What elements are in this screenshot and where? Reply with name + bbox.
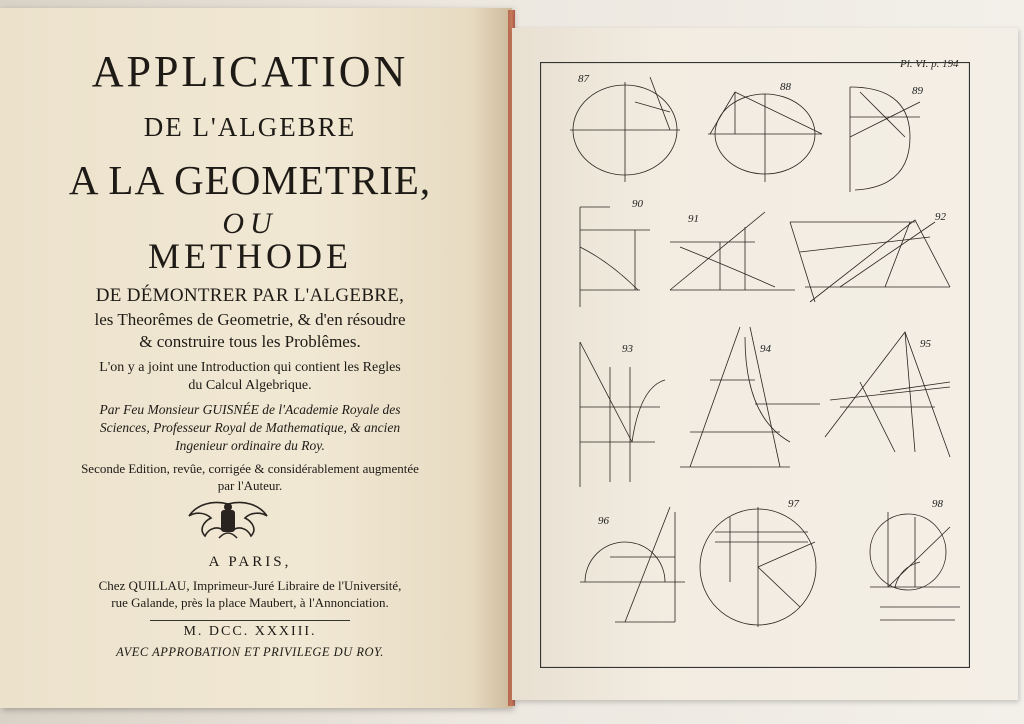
- figure-88: [708, 92, 822, 182]
- plate-header: Pl. VI. p. 194: [900, 58, 959, 70]
- publisher-line-2: rue Galande, près la place Maubert, à l'Annonciation.: [111, 595, 389, 610]
- subtitle-line-2: DE L'ALGEBRE: [143, 112, 357, 142]
- figure-number: 95: [920, 338, 931, 350]
- year: M. DCC. XXXIII.: [183, 624, 317, 639]
- intro-line-1: L'on y a joint une Introduction qui contient les Regles: [99, 360, 401, 375]
- figure-89: [850, 87, 920, 192]
- subtitle-line-6: DE DÉMONTRER PAR L'ALGEBRE,: [95, 285, 405, 306]
- edition-line-1: Seconde Edition, revûe, corrigée & considérablement augmentée: [81, 461, 419, 476]
- subtitle-line-8: & construire tous les Problêmes.: [139, 332, 361, 351]
- author-line-1: Par Feu Monsieur GUISNÉE de l'Academie Royale des: [99, 402, 401, 417]
- divider: [150, 620, 350, 621]
- figure-92: [790, 220, 950, 302]
- place: A PARIS,: [208, 554, 292, 570]
- figure-number: 92: [935, 211, 946, 223]
- figure-number: 93: [622, 343, 633, 355]
- figure-number: 89: [912, 85, 923, 97]
- figure-number: 96: [598, 515, 609, 527]
- figure-97: [700, 507, 816, 627]
- printer-ornament-icon: [183, 498, 273, 542]
- figure-number: 88: [780, 81, 791, 93]
- subtitle-line-3: A LA GEOMETRIE,: [68, 157, 432, 203]
- figure-number: 97: [788, 498, 799, 510]
- figure-98: [870, 512, 960, 620]
- subtitle-line-4: OU: [222, 207, 278, 240]
- title: APPLICATION: [91, 47, 409, 96]
- figure-number: 90: [632, 198, 643, 210]
- subtitle-line-5: METHODE: [148, 236, 352, 276]
- intro-line-2: du Calcul Algebrique.: [188, 378, 312, 393]
- title-page: [0, 8, 512, 708]
- figure-90: [580, 207, 650, 307]
- figure-94: [680, 327, 820, 467]
- geometry-plate: [540, 62, 970, 668]
- edition-line-2: par l'Auteur.: [217, 478, 283, 493]
- figure-number: 94: [760, 343, 771, 355]
- subtitle-line-7: les Theorêmes de Geometrie, & d'en résoudre: [94, 310, 406, 329]
- figure-number: 87: [578, 73, 589, 85]
- publisher-line-1: Chez QUILLAU, Imprimeur-Juré Libraire de l'Université,: [98, 578, 402, 593]
- author-line-2: Sciences, Professeur Royal de Mathematique, & ancien: [99, 420, 401, 435]
- figure-number: 98: [932, 498, 943, 510]
- figure-87: [570, 77, 680, 182]
- author-line-3: Ingenieur ordinaire du Roy.: [175, 438, 325, 453]
- figure-number: 91: [688, 213, 699, 225]
- figure-93: [580, 342, 665, 487]
- figure-95: [825, 332, 950, 457]
- privilege: AVEC APPROBATION ET PRIVILEGE DU ROY.: [116, 645, 384, 659]
- figure-96: [580, 507, 685, 622]
